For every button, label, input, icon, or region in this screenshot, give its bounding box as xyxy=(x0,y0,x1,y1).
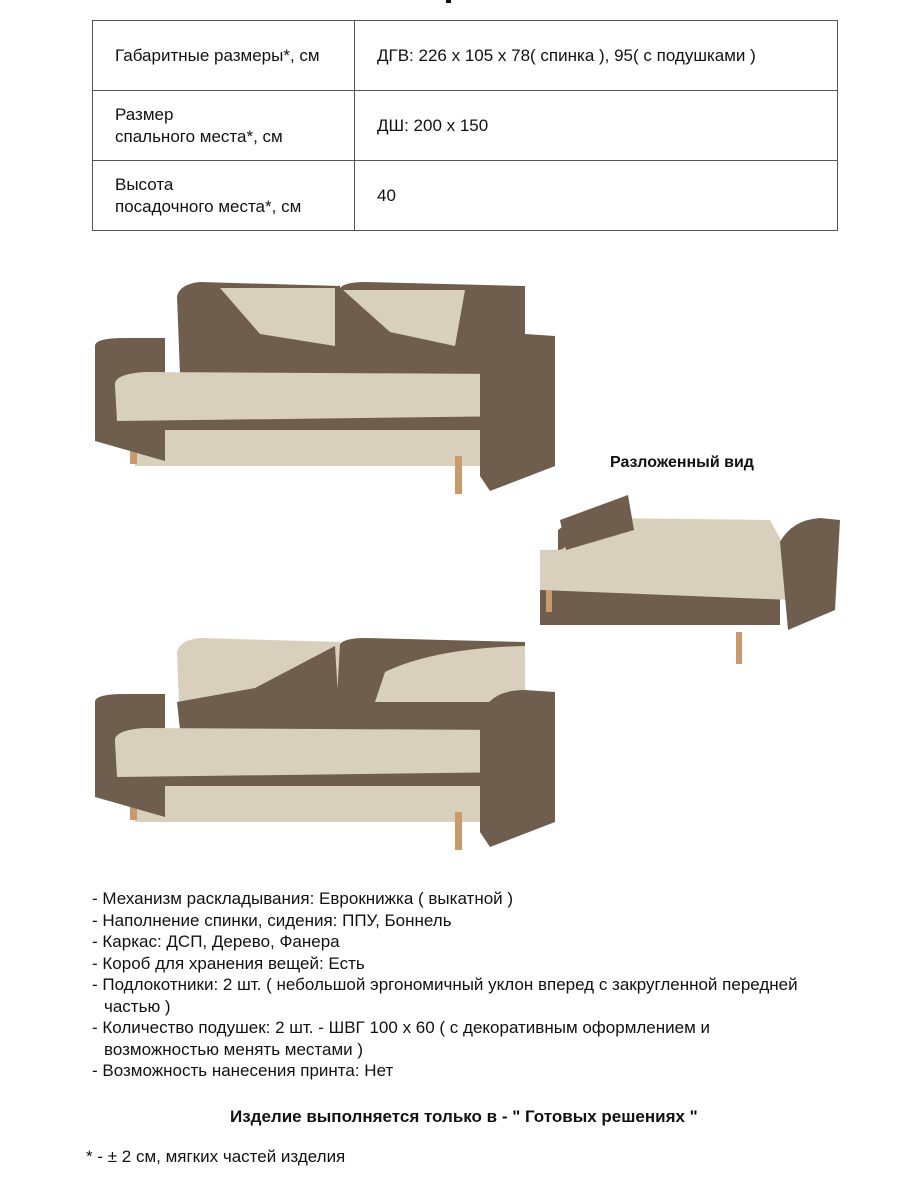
feature-item: - Возможность нанесения принта: Нет xyxy=(92,1061,394,1080)
spec-label-line2: спального места*, см xyxy=(115,126,283,146)
spec-label-line2: посадочного места*, см xyxy=(115,196,302,216)
sofa-image-2 xyxy=(85,632,565,852)
feature-item: - Подлокотники: 2 шт. ( небольшой эргономичный уклон вперед с закругленной передней частью ) xyxy=(92,975,798,1016)
spec-value: 40 xyxy=(355,161,838,231)
feature-item: - Каркас: ДСП, Дерево, Фанера xyxy=(92,932,340,951)
spec-label xyxy=(93,161,355,231)
spec-row-dimensions xyxy=(93,21,838,91)
feature-item: - Короб для хранения вещей: Есть xyxy=(92,953,365,973)
spec-row-sleeping xyxy=(93,91,838,161)
spec-value: ДГВ: 226 х 105 х 78( спинка ), 95( с подушками ) xyxy=(355,21,838,91)
spec-label-line1: Высота xyxy=(115,174,174,194)
spec-label xyxy=(93,91,355,161)
top-mark xyxy=(446,0,451,3)
feature-item: - Количество подушек: 2 шт. - ШВГ 100 х 60 ( с декоративным оформлением и возможностью менять местами ) xyxy=(92,1018,711,1059)
spec-label-line1: Размер xyxy=(115,104,174,124)
features-list xyxy=(92,888,812,1082)
spec-label: Габаритные размеры*, см xyxy=(93,21,355,91)
sofa-image-unfolded xyxy=(530,490,845,670)
feature-item: - Наполнение спинки, сидения: ППУ, Боннель xyxy=(92,910,452,930)
sofa-image-1 xyxy=(85,276,565,496)
footnote-text: * - ± 2 см, мягких частей изделия xyxy=(86,1147,346,1166)
unfolded-caption: Разложенный вид xyxy=(610,454,754,471)
notice-text: Изделие выполняется только в - " Готовых решениях " xyxy=(230,1107,698,1126)
spec-row-seat-height xyxy=(93,161,838,231)
feature-item: - Механизм раскладывания: Еврокнижка ( выкатной ) xyxy=(92,889,514,908)
specs-table xyxy=(92,20,838,231)
spec-value: ДШ: 200 х 150 xyxy=(355,91,838,161)
